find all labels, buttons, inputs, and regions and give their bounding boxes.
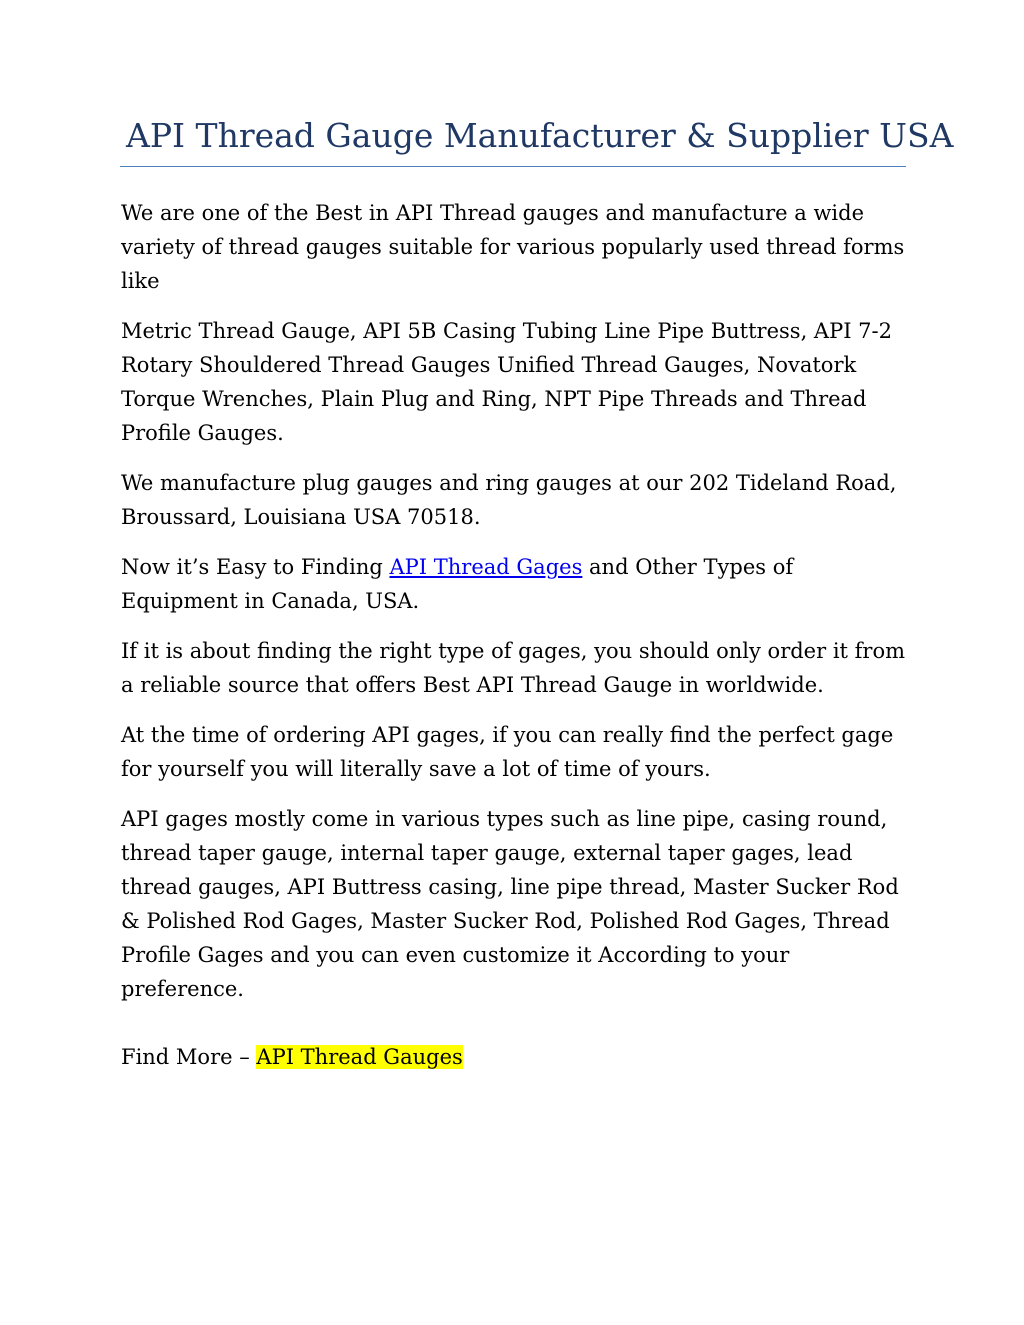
api-thread-gages-link[interactable]: API Thread Gages — [389, 555, 583, 579]
paragraph-intro: We are one of the Best in API Thread gauges and manufacture a wide variety of thread gauges suitable for various popularly used thread forms like — [121, 201, 905, 293]
paragraph-types: API gages mostly come in various types such as line pipe, casing round, thread taper gauge, internal taper gauge, external taper gages, lead thread gauges, API Buttress casing, line pipe thread, Master Sucker Rod & Polished Rod Gages, Master Sucker Rod, Polished Rod Gages, Thread Profile Gages and you can even customize it According to your preference. — [121, 807, 899, 1001]
paragraph-finding-text-after: and Other Types of Equipment in Canada, USA. — [121, 555, 794, 613]
paragraph-ordering: At the time of ordering API gages, if you can really find the perfect gage for yourself you will literally save a lot of time of yours. — [121, 723, 894, 781]
find-more-label: Find More – — [121, 1045, 257, 1069]
paragraph-finding — [121, 550, 911, 618]
api-thread-gauges-link[interactable]: API Thread Gauges — [256, 1045, 463, 1069]
paragraph-gauge-types: Metric Thread Gauge, API 5B Casing Tubing Line Pipe Buttress, API 7-2 Rotary Shouldered Thread Gauges Unified Thread Gauges, Novatork Torque Wrenches, Plain Plug and Ring, NPT Pipe Threads and Thread Profile Gauges. — [121, 319, 893, 445]
document-body — [121, 196, 911, 1090]
paragraph-address: We manufacture plug gauges and ring gauges at our 202 Tideland Road, Broussard, Louisiana USA 70518. — [121, 471, 897, 529]
paragraph-reliable-source: If it is about finding the right type of gages, you should only order it from a reliable source that offers Best API Thread Gauge in worldwide. — [121, 639, 906, 697]
find-more-line — [121, 1040, 911, 1074]
paragraph-finding-text-before: Now it’s Easy to Finding — [121, 555, 390, 579]
page-title: API Thread Gauge Manufacturer & Supplier USA — [120, 114, 906, 167]
